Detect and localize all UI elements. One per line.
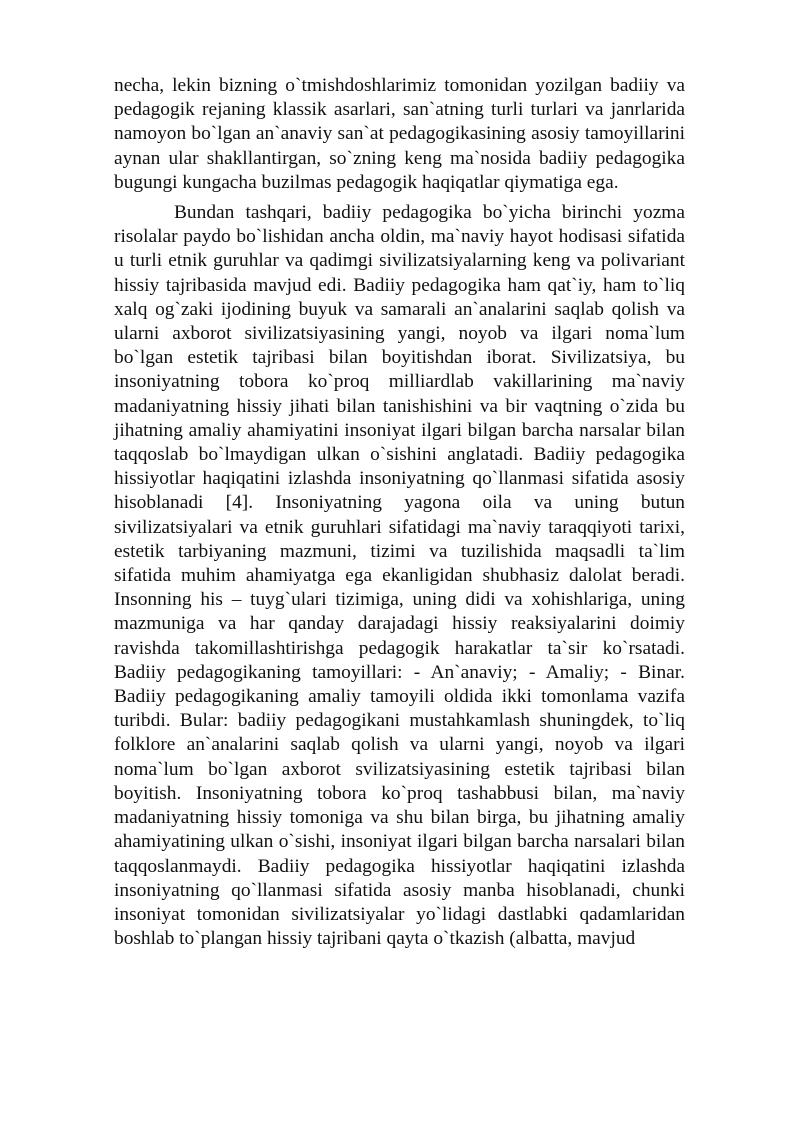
document-page	[114, 74, 685, 951]
paragraph-continuation: necha, lekin bizning o`tmishdoshlarimiz tomonidan yozilgan badiiy va pedagogik rejaning klassik asarlari, san`atning turli turlari va janrlarida namoyon bo`lgan an`anaviy san`at pedagogikasining asosiy tamoyillarini aynan ular shakllantirgan, so`zning keng ma`nosida badiiy pedagogika bugungi kungacha buzilmas pedagogik haqiqatlar qiymatiga ega.	[114, 75, 685, 193]
paragraph-main: Bundan tashqari, badiiy pedagogika bo`yicha birinchi yozma risolalar paydo bo`lishidan ancha oldin, ma`naviy hayot hodisasi sifatida u turli etnik guruhlar va qadimgi sivilizatsiyalarning keng va polivariant hissiy tajribasida mavjud edi. Badiiy pedagogika ham qat`iy, ham to`liq xalq og`zaki ijodining buyuk va samarali an`analarini saqlab qolish va ularni axborot sivilizatsiyasining yangi, noyob va ilgari noma`lum bo`lgan estetik tajribasi bilan boyitishdan iborat. Sivilizatsiya, bu insoniyatning tobora ko`proq milliardlab vakillarining ma`naviy madaniyatning hissiy jihati bilan tanishishini va bir vaqtning o`zida bu jihatning amaliy ahamiyatini insoniyat ilgari bilgan barcha narsalar bilan taqqoslab bo`lmaydigan ulkan o`sishini anglatadi. Badiiy pedagogika hissiyotlar haqiqatini izlashda insoniyatning qo`llanmasi sifatida asosiy hisoblanadi [4]. Insoniyatning yagona oila va uning butun sivilizatsiyalari va etnik guruhlari sifatidagi ma`naviy taraqqiyoti tarixi, estetik tarbiyaning mazmuni, tizimi va tuzilishida maqsadli ta`lim sifatida muhim ahamiyatga ega ekanligidan shubhasiz dalolat beradi. Insonning his – tuyg`ulari tizimiga, uning didi va xohishlariga, uning mazmuniga va har qanday darajadagi hissiy reaksiyalarini doimiy ravishda takomillashtirishga pedagogik harakatlar ta`sir ko`rsatadi. Badiiy pedagogikaning tamoyillari: - An`anaviy; - Amaliy; - Binar. Badiiy pedagogikaning amaliy tamoyili oldida ikki tomonlama vazifa turibdi. Bular: badiiy pedagogikani mustahkamlash shuningdek, to`liq folklore an`analarini saqlab qolish va ularni yangi, noyob va ilgari noma`lum bo`lgan axborot svilizatsiyasining estetik tajribasi bilan boyitish. Insoniyatning tobora ko`proq tashabbusi bilan, ma`naviy madaniyatning hissiy tomoniga va shu bilan birga, bu jihatning amaliy ahamiyatining ulkan o`sishi, insoniyat ilgari bilgan barcha narsalari bilan taqqoslanmaydi. Badiiy pedagogika hissiyotlar haqiqatini izlashda insoniyatning qo`llanmasi sifatida asosiy manba hisoblanadi, chunki insoniyat tomonidan sivilizatsiyalar yo`lidagi dastlabki qadamlaridan boshlab to`plangan hissiy tajribani qayta o`tkazish (albatta, mavjud	[114, 202, 685, 950]
